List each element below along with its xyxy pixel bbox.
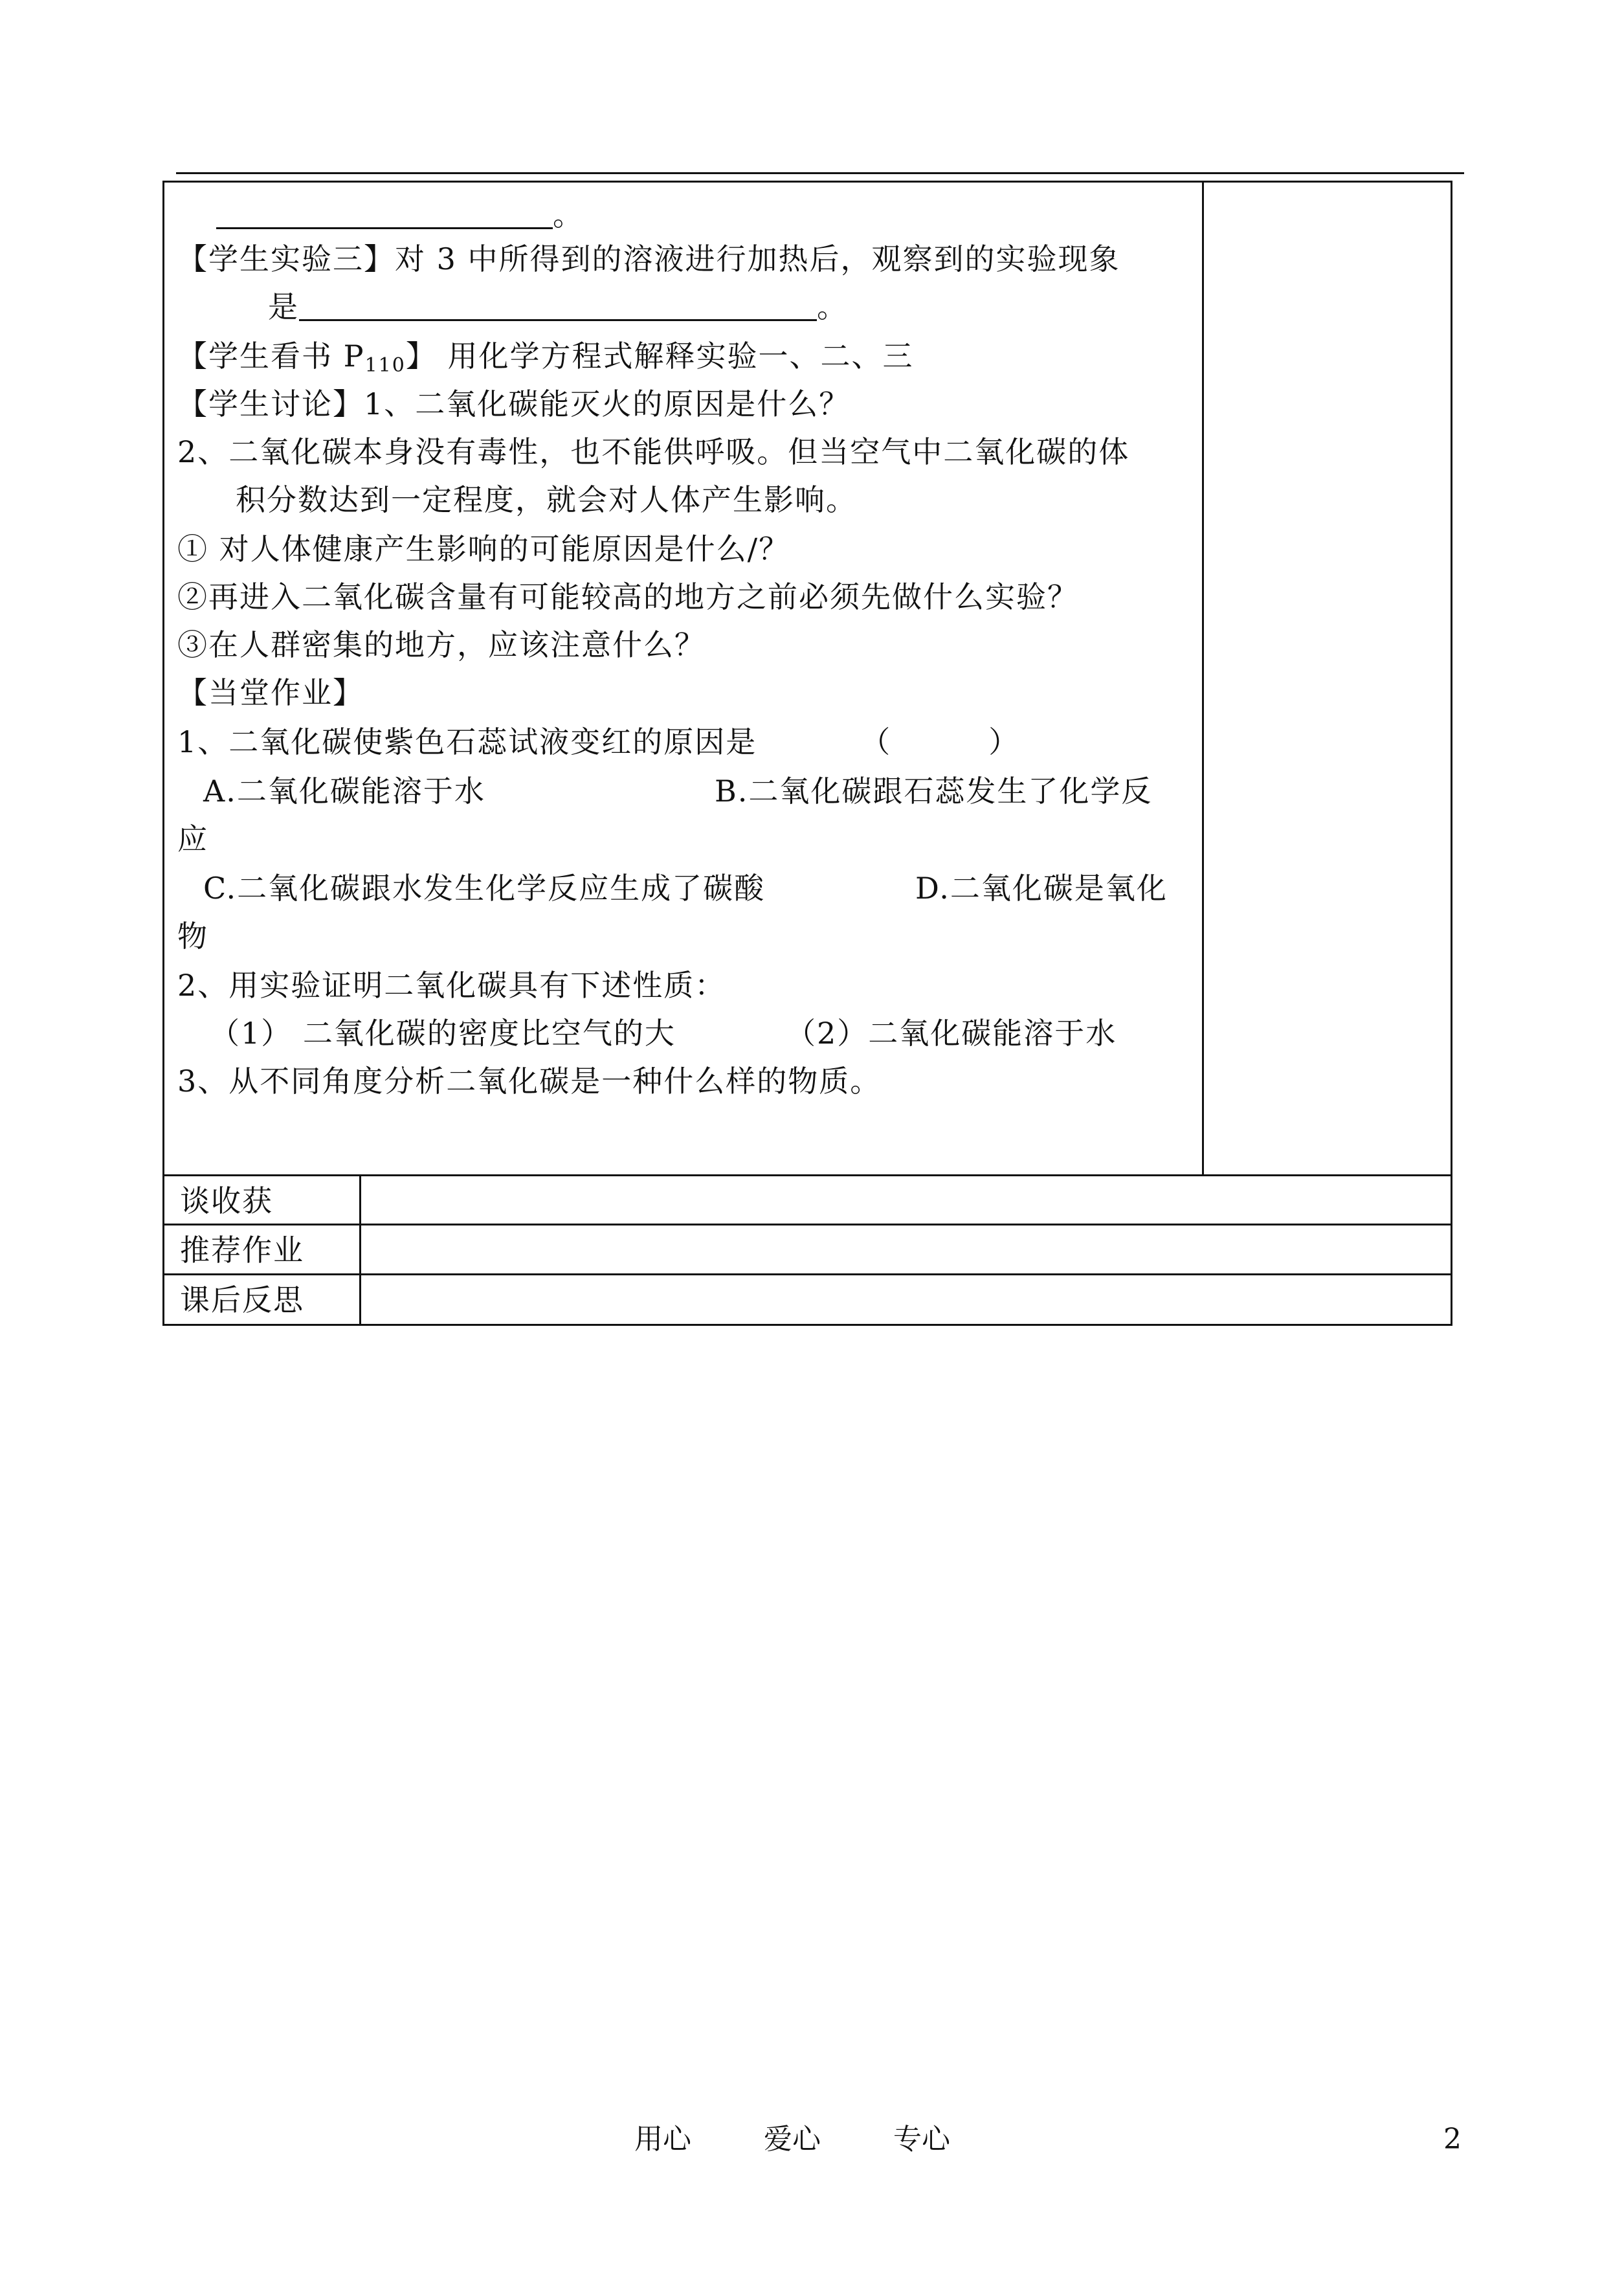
exercise-3: 3、从不同角度分析二氧化碳是一种什么样的物质。: [177, 1064, 882, 1099]
row-label-harvest: 谈收获: [162, 1174, 361, 1225]
question-3: ③在人群密集的地方，应该注意什么？: [177, 627, 706, 662]
classwork-heading: 【当堂作业】: [177, 675, 364, 710]
question-2: ②再进入二氧化碳含量有可能较高的地方之前必须先做什么实验？: [177, 579, 1078, 614]
content-cell: [162, 181, 1204, 1176]
row-value-reflection: [359, 1273, 1452, 1326]
answer-blank: [299, 319, 817, 321]
side-notes-cell: [1202, 181, 1452, 1176]
experiment-three-answer: 是 。: [268, 289, 848, 324]
option-d: D.二氧化碳是氧化: [915, 871, 1168, 906]
question-1: ① 对人体健康产生影响的可能原因是什么/？: [177, 531, 790, 566]
row-value-homework: [359, 1224, 1452, 1275]
option-d-cont: 物: [177, 919, 208, 954]
blank-line-1: 。: [216, 196, 584, 234]
option-a: A.二氧化碳能溶于水: [203, 774, 485, 809]
option-b-cont: 应: [177, 822, 208, 856]
page-number: 2: [1443, 2123, 1462, 2156]
footer-left: 用心: [634, 2123, 691, 2156]
exercise-1: 1、二氧化碳使紫色石蕊试液变红的原因是 （ ）: [177, 724, 1020, 759]
footer-right: 专心: [893, 2123, 950, 2156]
header-rule: [176, 172, 1464, 174]
experiment-three: 【学生实验三】对 3 中所得到的溶液进行加热后，观察到的实验现象: [177, 241, 1120, 276]
discussion-item-2-cont: 积分数达到一定程度，就会对人体产生影响。: [236, 482, 857, 517]
read-book-line: 【学生看书 $P_{110}$】 用化学方程式解释实验一、二、三: [177, 339, 914, 377]
footer-middle: 爱心: [764, 2123, 821, 2156]
discussion-heading: 【学生讨论】1、二氧化碳能灭火的原因是什么？: [177, 386, 851, 421]
lesson-table: [162, 181, 1452, 1326]
exercise-2-part-1: （1） 二氧化碳的密度比空气的大: [210, 1016, 676, 1051]
option-c: C.二氧化碳跟水发生化学反应生成了碳酸: [203, 871, 766, 906]
discussion-item-2: 2、二氧化碳本身没有毒性，也不能供呼吸。但当空气中二氧化碳的体: [177, 434, 1130, 469]
row-value-harvest: [359, 1174, 1452, 1225]
answer-blank: [216, 227, 553, 229]
row-label-homework: 推荐作业: [162, 1224, 361, 1275]
exercise-2-part-2: （2）二氧化碳能溶于水: [786, 1016, 1117, 1051]
option-b: B.二氧化碳跟石蕊发生了化学反: [715, 774, 1153, 809]
exercise-2: 2、用实验证明二氧化碳具有下述性质：: [177, 968, 726, 1003]
row-label-reflection: 课后反思: [162, 1273, 361, 1326]
